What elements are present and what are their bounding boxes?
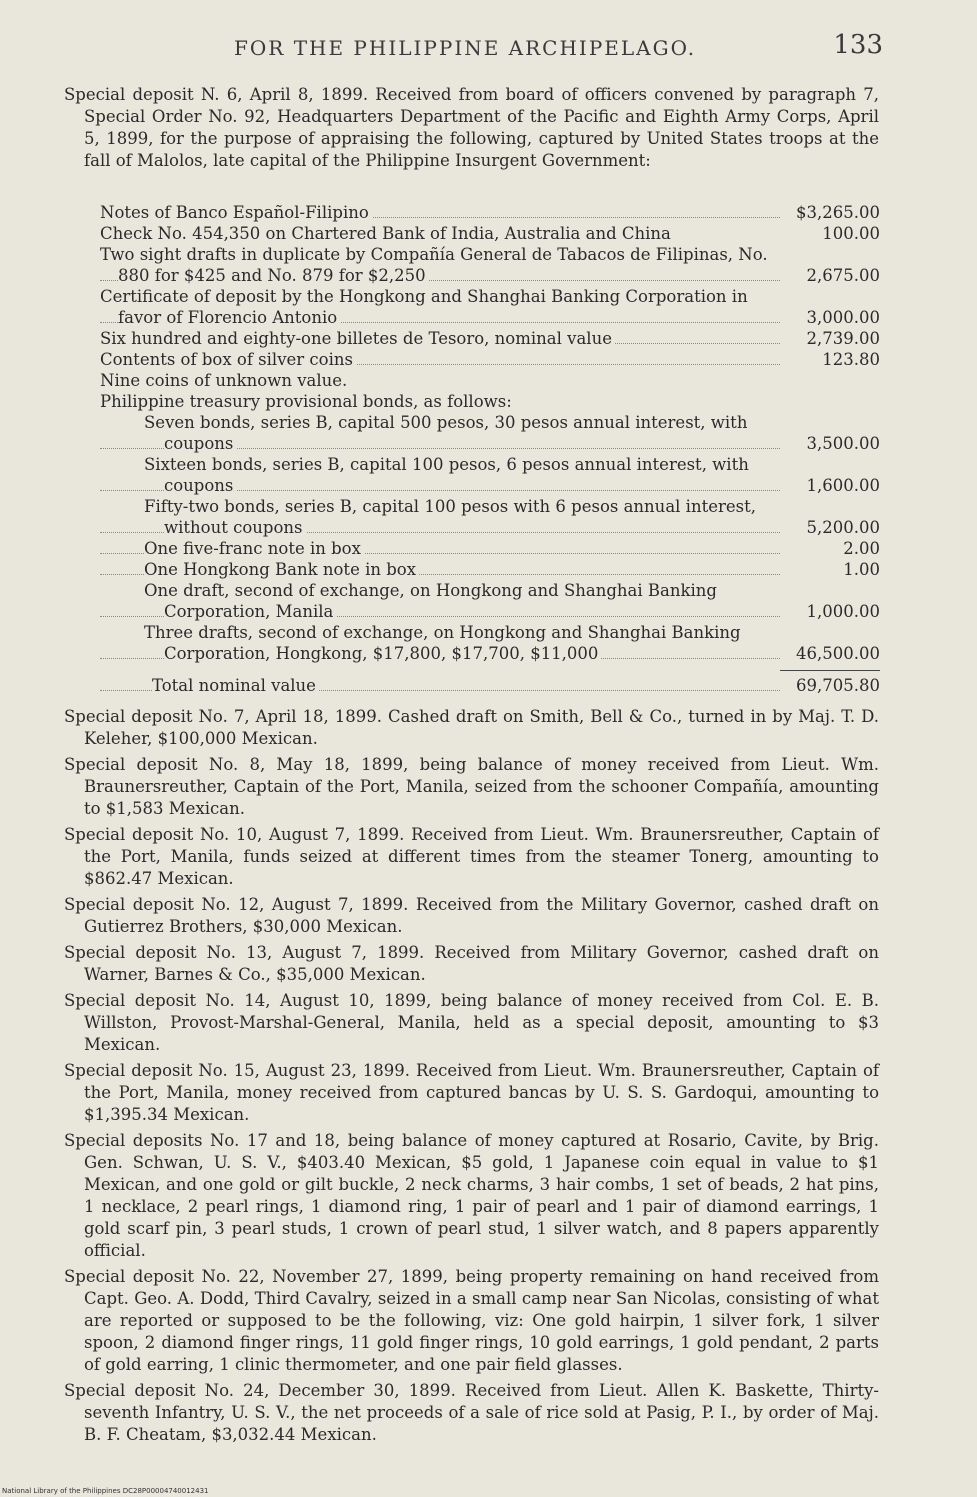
page-number: 133 [833,30,883,60]
list-item [100,391,880,412]
list-item [100,244,880,286]
total-row [100,675,880,696]
list-item [100,559,880,580]
subitem-amount: 1,600.00 [806,476,880,495]
deposit-entry: Special deposit No. 8, May 18, 1899, being balance of money received from Lieut. Wm. Braunersreuther, Captain of the Port, Manila, seized from the schooner Compañía, amounting to $1,583 Mexican. [64,755,879,818]
item-description: Nine coins of unknown value. [100,371,350,390]
intro-paragraph [64,84,879,172]
list-item [100,454,880,496]
list-item [100,538,880,559]
subitem-amount: 1.00 [843,560,880,579]
deposit-entry: Special deposit No. 12, August 7, 1899. Received from the Military Governor, cashed draft on Gutierrez Brothers, $30,000 Mexican. [64,895,879,936]
list-item [100,328,880,349]
deposit-list [64,706,879,1450]
deposit-entry: Special deposit No. 7, April 18, 1899. Cashed draft on Smith, Bell & Co., turned in by Maj. T. D. Keleher, $100,000 Mexican. [64,707,879,748]
running-title: FOR THE PHILIPPINE ARCHIPELAGO. [234,36,697,60]
subitem-description: One draft, second of exchange, on Hongkong and Shanghai Banking Corporation, Manila [144,581,717,621]
intro-text: Special deposit N. 6, April 8, 1899. Received from board of officers convened by paragraph 7, Special Order No. 92, Headquarters Department of the Pacific and Eighth Army Corps, April 5, 1899, for the purpose of appraising the following, captured by United States troops at the fall of Malolos, late capital of the Philippine Insurgent Government: [64,85,879,170]
appraisal-list [100,202,880,696]
item-amount: 2,739.00 [806,329,880,348]
item-description: Six hundred and eighty-one billetes de Tesoro, nominal value [100,329,615,348]
deposit-entry: Special deposit No. 15, August 23, 1899. Received from Lieut. Wm. Braunersreuther, Captain of the Port, Manila, money received from captured bancas by U. S. S. Gardoqui, amounting to $1,395.34 Mexican. [64,1061,879,1124]
item-amount: $3,265.00 [796,203,880,222]
deposit-entry: Special deposit No. 22, November 27, 1899, being property remaining on hand received from Capt. Geo. A. Dodd, Third Cavalry, seized in a small camp near San Nicolas, consisting of what are reported or supposed to be the following, viz: One gold hairpin, 1 silver fork, 1 silver spoon, 2 diamond finger rings, 11 gold finger rings, 10 gold earrings, 1 gold pendant, 2 parts of gold earring, 1 clinic thermometer, and one pair field glasses. [64,1267,879,1374]
list-item [100,349,880,370]
total-rule [780,670,880,671]
list-item [100,370,880,391]
page-header [64,30,883,70]
item-amount: 3,000.00 [806,308,880,327]
deposit-entry: Special deposit No. 13, August 7, 1899. Received from Military Governor, cashed draft on Warner, Barnes & Co., $35,000 Mexican. [64,943,879,984]
subitem-description: Seven bonds, series B, capital 500 pesos, 30 pesos annual interest, with coupons [144,413,748,453]
subitem-description: Sixteen bonds, series B, capital 100 pesos, 6 pesos annual interest, with coupons [144,455,749,495]
item-description: Certificate of deposit by the Hongkong and Shanghai Banking Corporation in favor of Florencio Antonio [100,287,748,327]
item-amount: 2,675.00 [806,266,880,285]
subitem-amount: 46,500.00 [796,644,880,663]
subitem-description: One Hongkong Bank note in box [144,560,419,579]
item-description: Two sight drafts in duplicate by Compañía General de Tabacos de Filipinas, No. 880 for $425 and No. 879 for $2,250 [100,245,768,285]
deposit-entry: Special deposit No. 14, August 10, 1899, being balance of money received from Col. E. B. Willston, Provost-Marshal-General, Manila, held as a special deposit, amounting to $3 Mexican. [64,991,879,1054]
total-amount: 69,705.80 [796,676,880,695]
subitem-amount: 3,500.00 [806,434,880,453]
list-item [100,286,880,328]
list-item [100,580,880,622]
item-description: Philippine treasury provisional bonds, as follows: [100,392,515,411]
item-description: Check No. 454,350 on Chartered Bank of India, Australia and China [100,224,674,243]
list-item [100,202,880,223]
item-amount: 100.00 [822,224,880,243]
list-item [100,223,880,244]
deposit-entry: Special deposits No. 17 and 18, being balance of money captured at Rosario, Cavite, by Brig. Gen. Schwan, U. S. V., $403.40 Mexican, $5 gold, 1 Japanese coin equal in value to $1 Mexican, and one gold or gilt buckle, 2 neck charms, 3 hair combs, 1 set of beads, 2 hat pins, 1 necklace, 2 pearl rings, 1 diamond ring, 1 pair of pearl and 1 pair of diamond earrings, 1 gold scarf pin, 3 pearl studs, 1 crown of pearl stud, 1 silver watch, and 8 papers apparently official. [64,1131,879,1260]
list-item [100,412,880,454]
item-description: Contents of box of silver coins [100,350,356,369]
subitem-description: Fifty-two bonds, series B, capital 100 pesos with 6 pesos annual interest, without coupons [144,497,756,537]
list-item [100,496,880,538]
item-amount: 123.80 [822,350,880,369]
total-label: Total nominal value [152,676,319,695]
deposit-entry: Special deposit No. 24, December 30, 1899. Received from Lieut. Allen K. Baskette, Thirty-seventh Infantry, U. S. V., the net proceeds of a sale of rice sold at Pasig, P. I., by order of Maj. B. F. Cheatam, $3,032.44 Mexican. [64,1381,879,1444]
subitem-amount: 1,000.00 [806,602,880,621]
subitem-description: One five-franc note in box [144,539,364,558]
subitem-amount: 5,200.00 [806,518,880,537]
subitem-description: Three drafts, second of exchange, on Hongkong and Shanghai Banking Corporation, Hongkong, $17,800, $17,700, $11,000 [144,623,741,663]
item-description: Notes of Banco Español-Filipino [100,203,372,222]
deposit-entry: Special deposit No. 10, August 7, 1899. Received from Lieut. Wm. Braunersreuther, Captain of the Port, Manila, funds seized at different times from the steamer Tonerg, amounting to $862.47 Mexican. [64,825,879,888]
subitem-amount: 2.00 [843,539,880,558]
scan-footer: National Library of the Philippines DC28P00004740012431 [2,1487,209,1495]
list-item [100,622,880,664]
